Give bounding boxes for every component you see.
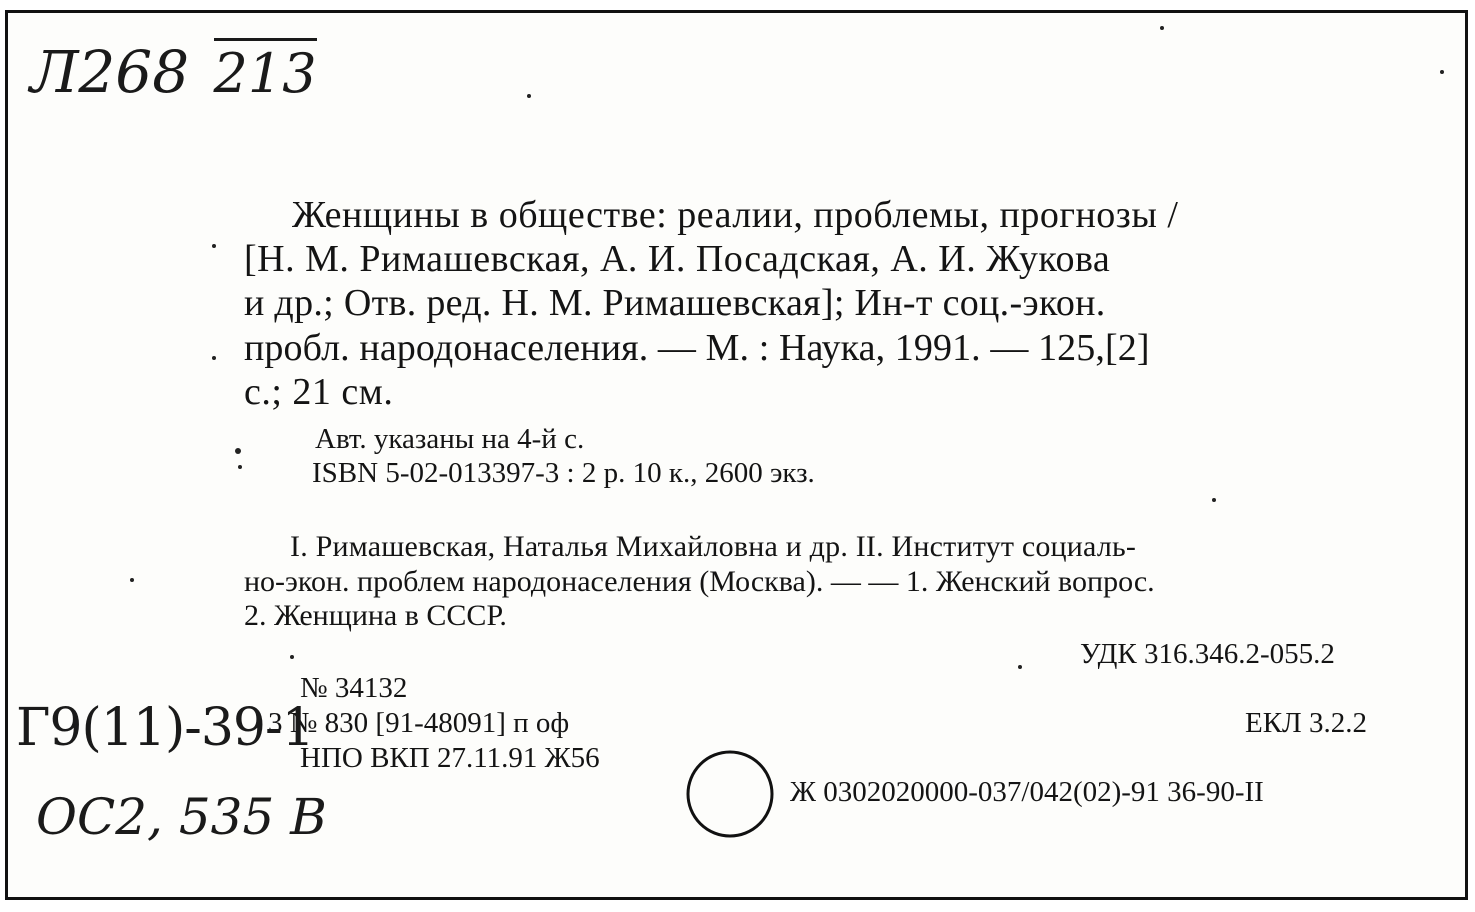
ekl-code: ЕКЛ 3.2.2 bbox=[1245, 707, 1367, 739]
speck bbox=[1440, 70, 1444, 74]
subjects-line-1: I. Римашевская, Наталья Михайловна и др. II. Институт социаль- bbox=[290, 530, 1137, 563]
udk-code: УДК 316.346.2-055.2 bbox=[1080, 638, 1335, 670]
speck bbox=[235, 448, 241, 454]
entry-line-5: с.; 21 см. bbox=[244, 371, 394, 413]
isbn-line: ISBN 5-02-013397-3 : 2 р. 10 к., 2600 экз. bbox=[312, 457, 815, 489]
zh-code: Ж 0302020000-037/042(02)-91 36-90-II bbox=[790, 776, 1264, 808]
authors-note: Авт. указаны на 4-й с. bbox=[315, 423, 585, 455]
speck bbox=[1018, 665, 1022, 669]
handwritten-left-code: Г9(11)-39-1 bbox=[16, 698, 314, 758]
speck bbox=[1212, 498, 1216, 502]
speck bbox=[212, 244, 216, 248]
npo-code: НПО ВКП 27.11.91 Ж56 bbox=[300, 742, 600, 774]
subjects-line-2: но-экон. проблем народонаселения (Москва). — — 1. Женский вопрос. bbox=[244, 565, 1155, 598]
speck bbox=[527, 94, 531, 98]
order-code: 3 № 830 [91-48091] п оф bbox=[268, 707, 570, 739]
shelfmark-number: 213 bbox=[214, 38, 317, 105]
speck bbox=[238, 465, 242, 469]
speck bbox=[1160, 26, 1164, 30]
entry-line-2: [Н. М. Римашевская, А. И. Посадская, А. И. Жукова bbox=[244, 238, 1111, 280]
subjects-line-3: 2. Женщина в СССР. bbox=[244, 599, 507, 632]
shelfmark-letters: Л268 bbox=[30, 38, 190, 106]
speck bbox=[130, 578, 134, 582]
speck bbox=[290, 655, 294, 659]
entry-line-3: и др.; Отв. ред. Н. М. Римашевская]; Ин-т соц.-экон. bbox=[244, 282, 1106, 324]
speck bbox=[212, 356, 216, 360]
entry-line-1: Женщины в обществе: реалии, проблемы, прогнозы / bbox=[292, 194, 1179, 236]
handwritten-shelfmark bbox=[30, 38, 317, 105]
catalog-number: № 34132 bbox=[300, 672, 408, 704]
entry-line-4: пробл. народонаселения. — М. : Наука, 1991. — 125,[2] bbox=[244, 327, 1150, 369]
handwritten-bottom-code: ОС2, 535 В bbox=[36, 788, 327, 846]
circle-stamp bbox=[684, 748, 776, 840]
